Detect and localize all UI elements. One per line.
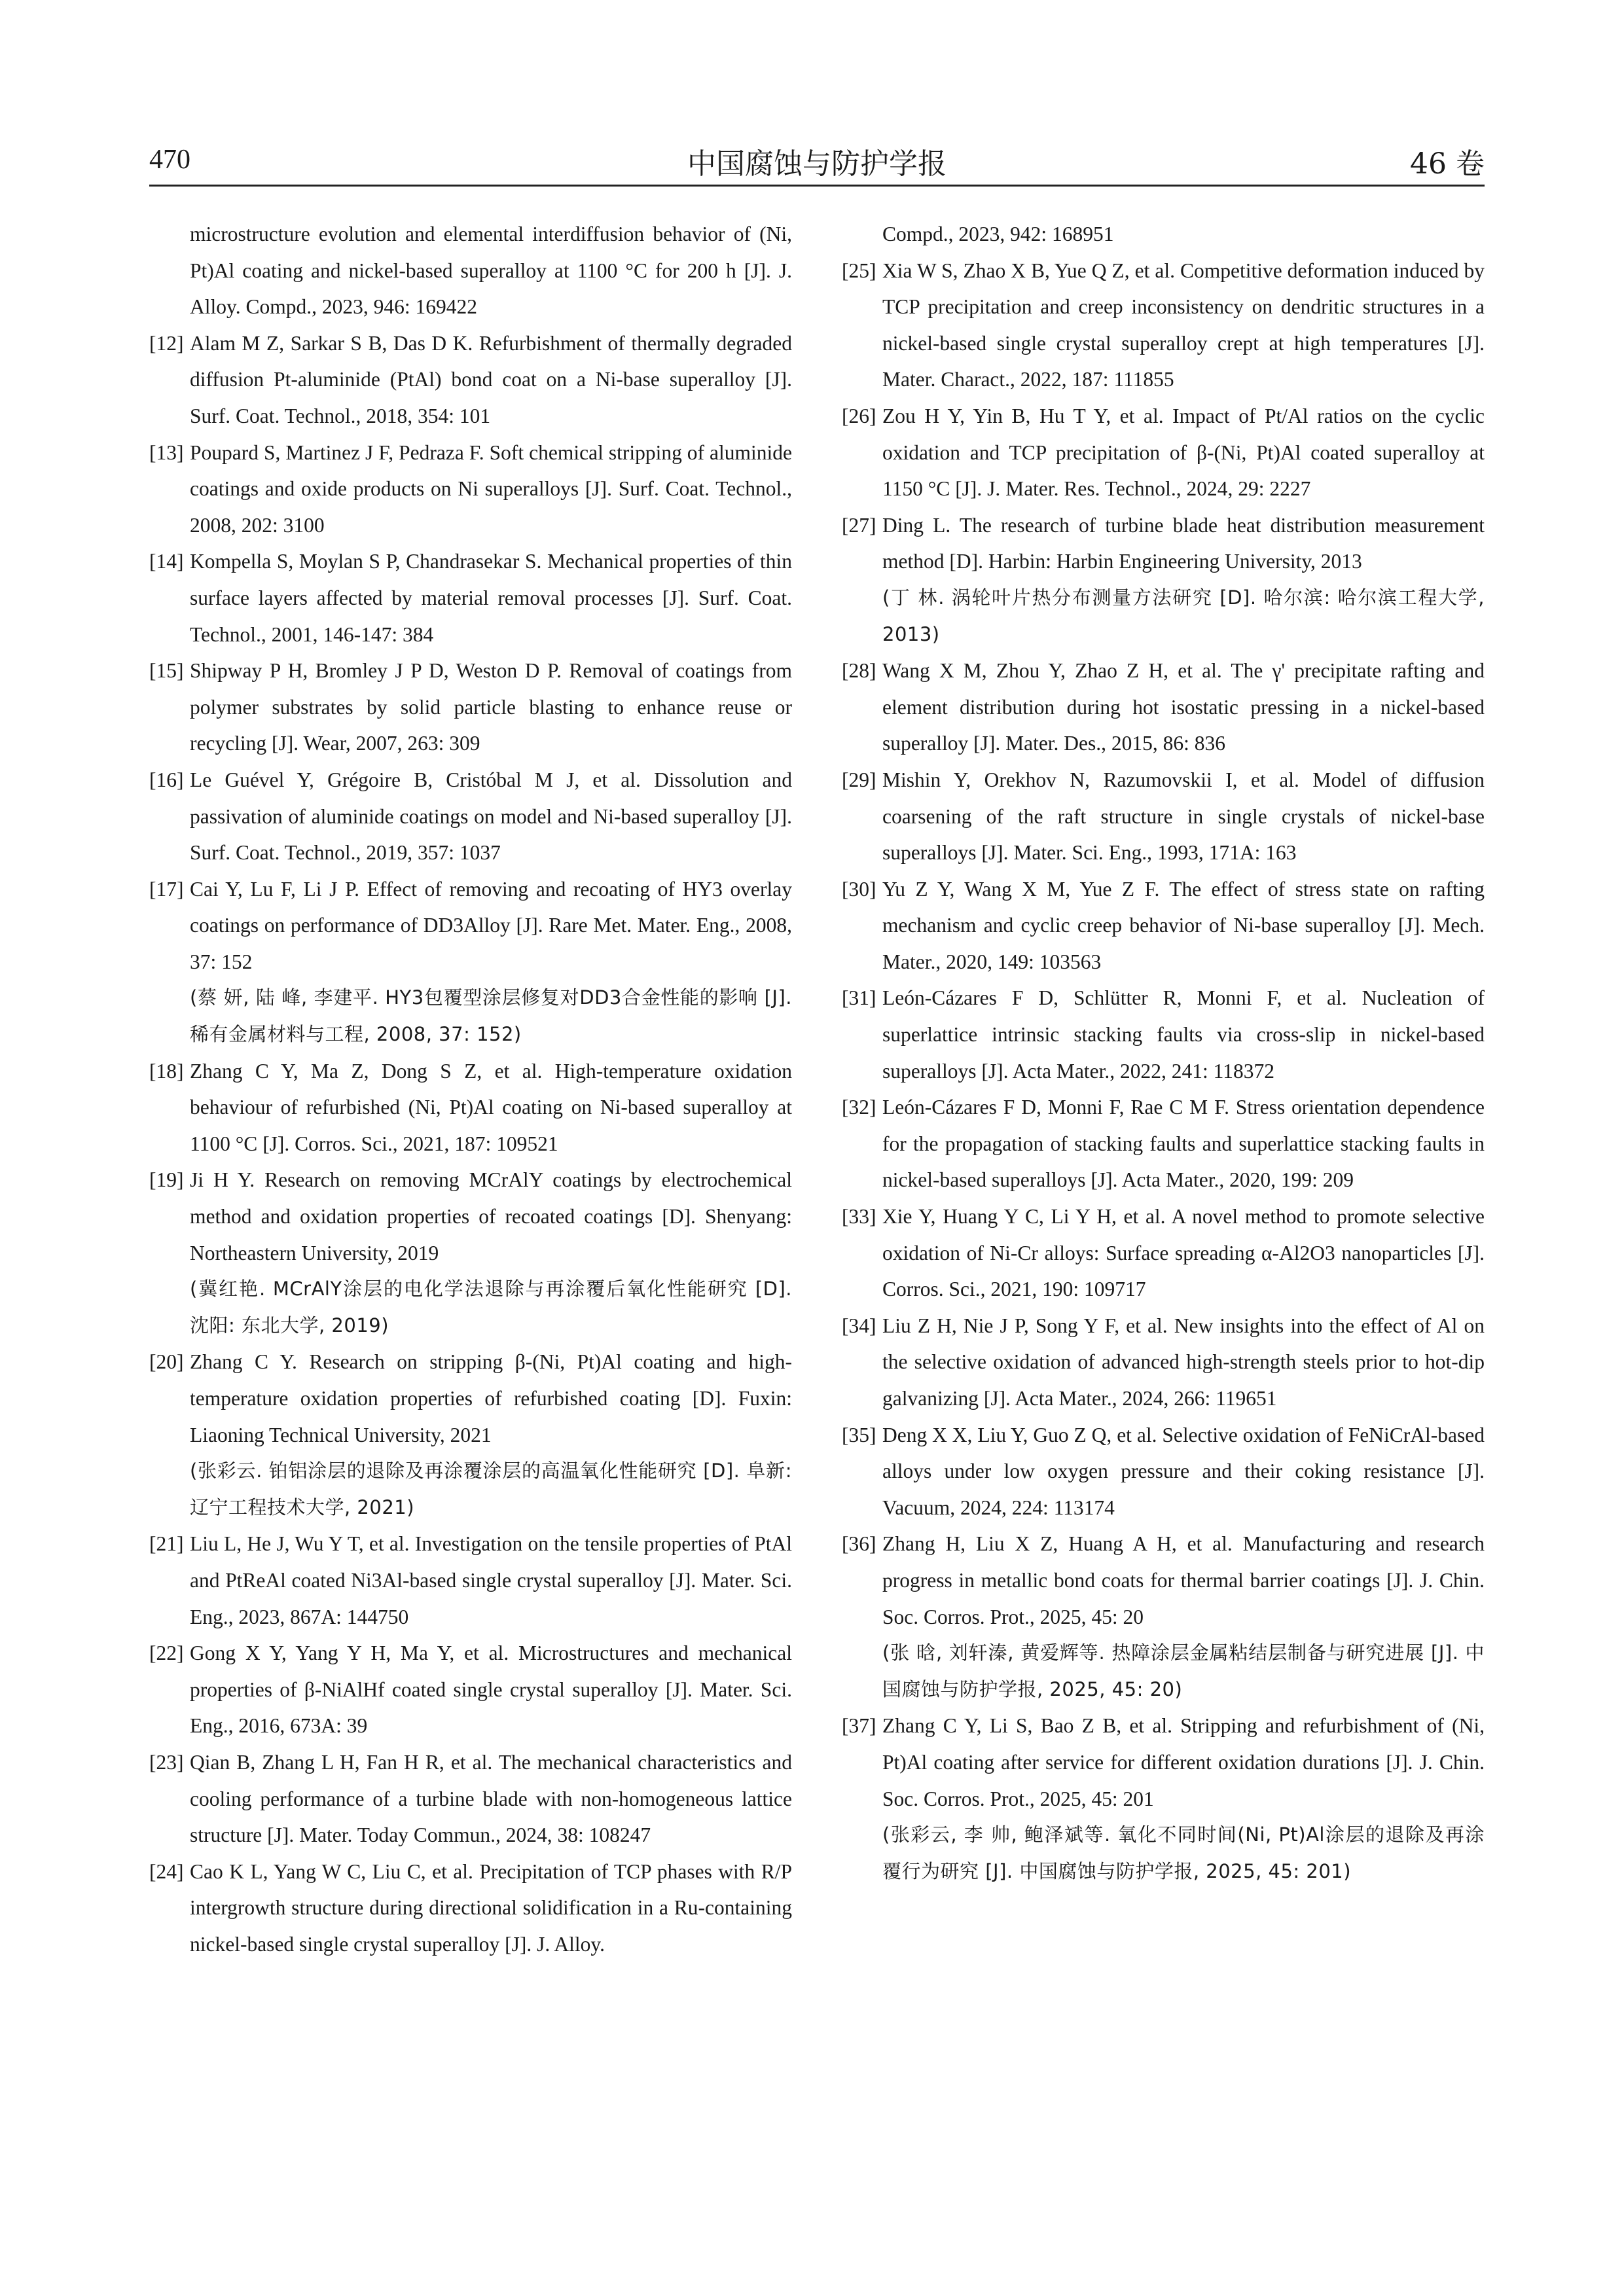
reference-text [882,871,1485,980]
reference-text [190,1744,792,1854]
reference-english: León-Cázares F D, Schlütter R, Monni F, et al. Nucleation of superlattice intrinsic stacking faults via cross-slip in nickel-based superalloys [J]. Acta Mater., 2022, 241: 118372 [882,986,1485,1083]
reference-english: Xie Y, Huang Y C, Li Y H, et al. A novel method to promote selective oxidation of Ni-Cr alloys: Surface spreading α-Al2O3 nanoparticles [J]. Corros. Sci., 2021, 190: 109717 [882,1205,1485,1301]
reference-english: Xia W S, Zhao X B, Yue Q Z, et al. Competitive deformation induced by TCP precipitation and creep inconsistency on dendritic structures in a nickel-based single crystal superalloy crept at high temperatures [J]. Mater. Charact., 2022, 187: 111855 [882,259,1485,391]
reference-entry [149,1344,792,1526]
reference-chinese: (丁 林. 涡轮叶片热分布测量方法研究 [D]. 哈尔滨: 哈尔滨工程大学, 2013) [882,586,1485,645]
reference-entry [842,762,1485,871]
reference-entry [149,1053,792,1162]
reference-entry [842,1417,1485,1526]
reference-english: Le Guével Y, Grégoire B, Cristóbal M J, et al. Dissolution and passivation of aluminide coatings on model and Ni-based superalloy [J]. Surf. Coat. Technol., 2019, 357: 1037 [190,768,792,865]
reference-number: [12] [149,331,184,355]
page-header [149,136,1485,186]
left-column [149,216,792,1963]
reference-entry [842,871,1485,980]
reference-text [882,1417,1485,1526]
reference-entry [149,653,792,762]
reference-number: [21] [149,1532,184,1556]
reference-text [190,543,792,653]
reference-english: Cai Y, Lu F, Li J P. Effect of removing and recoating of HY3 overlay coatings on performance of DD3Alloy [J]. Rare Met. Mater. Eng., 2008, 37: 152 [190,877,792,973]
reference-text [882,762,1485,871]
reference-english: Kompella S, Moylan S P, Chandrasekar S. Mechanical properties of thin surface layers affected by material removal processes [J]. Surf. Coat. Technol., 2001, 146-147: 384 [190,550,792,646]
reference-number: [27] [842,513,876,537]
reference-entry [842,1198,1485,1308]
reference-english: Zhang C Y. Research on stripping β-(Ni, Pt)Al coating and high-temperature oxidation properties of refurbished coating [D]. Fuxin: Liaoning Technical University, 2021 [190,1350,792,1446]
reference-english: Cao K L, Yang W C, Liu C, et al. Precipitation of TCP phases with R/P intergrowth structure during directional solidification in a Ru-containing nickel-based single crystal superalloy [J]. J. Alloy. [190,1859,792,1956]
page-number: 470 [149,145,190,175]
reference-text [190,1635,792,1744]
reference-text [882,507,1485,653]
reference-number: [29] [842,768,876,791]
reference-english: Zhang C Y, Ma Z, Dong S Z, et al. High-temperature oxidation behaviour of refurbished (Ni, Pt)Al coating on Ni-based superalloy at 1100 °C [J]. Corros. Sci., 2021, 187: 109521 [190,1059,792,1155]
reference-text [190,1854,792,1963]
reference-english: Poupard S, Martinez J F, Pedraza F. Soft chemical stripping of aluminide coatings and oxide products on Ni superalloys [J]. Surf. Coat. Technol., 2008, 202: 3100 [190,440,792,537]
reference-text [190,653,792,762]
reference-entry [149,543,792,653]
reference-number: [23] [149,1750,184,1774]
reference-english: Ding L. The research of turbine blade heat distribution measurement method [D]. Harbin: Harbin Engineering University, 2013 [882,513,1485,573]
reference-entry [149,762,792,871]
reference-text [190,1344,792,1526]
reference-number: [17] [149,877,184,901]
reference-number: [20] [149,1350,184,1374]
reference-text [190,1526,792,1635]
reference-english: Yu Z Y, Wang X M, Yue Z F. The effect of stress state on rafting mechanism and cyclic creep behavior of Ni-base superalloy [J]. Mech. Mater., 2020, 149: 103563 [882,877,1485,973]
reference-entry [842,253,1485,398]
reference-text [882,1089,1485,1198]
reference-entry [842,1708,1485,1890]
reference-text [882,980,1485,1089]
reference-entry [149,1635,792,1744]
reference-english: Zou H Y, Yin B, Hu T Y, et al. Impact of Pt/Al ratios on the cyclic oxidation and TCP precipitation of β-(Ni, Pt)Al coated superalloy at 1150 °C [J]. J. Mater. Res. Technol., 2024, 29: 2227 [882,404,1485,501]
reference-text [190,871,792,1053]
reference-number: [22] [149,1641,184,1665]
reference-chinese: (张 晗, 刘轩溱, 黄爱辉等. 热障涂层金属粘结层制备与研究进展 [J]. 中国腐蚀与防护学报, 2025, 45: 20) [882,1641,1485,1700]
reference-entry [149,325,792,435]
reference-english: León-Cázares F D, Monni F, Rae C M F. Stress orientation dependence for the propagation of stacking faults and superlattice stacking faults in nickel-based superalloys [J]. Acta Mater., 2020, 199: 209 [882,1096,1485,1192]
right-column [842,216,1485,1890]
reference-text [882,1708,1485,1890]
reference-english: Liu L, He J, Wu Y T, et al. Investigation on the tensile properties of PtAl and PtReAl coated Ni3Al-based single crystal superalloy [J]. Mater. Sci. Eng., 2023, 867A: 144750 [190,1532,792,1628]
reference-text [882,1526,1485,1708]
reference-chinese: (张彩云. 铂铝涂层的退除及再涂覆涂层的高温氧化性能研究 [D]. 阜新: 辽宁工程技术大学, 2021) [190,1460,792,1518]
reference-continuation: Compd., 2023, 942: 168951 [882,223,1114,245]
header-rule [149,185,1485,187]
reference-english: Qian B, Zhang L H, Fan H R, et al. The mechanical characteristics and cooling performance of a turbine blade with non-homogeneous lattice structure [J]. Mater. Today Commun., 2024, 38: 108247 [190,1750,792,1847]
reference-entry [842,1308,1485,1417]
reference-english: Zhang C Y, Li S, Bao Z B, et al. Stripping and refurbishment of (Ni, Pt)Al coating after service for different oxidation durations [J]. J. Chin. Soc. Corros. Prot., 2025, 45: 201 [882,1714,1485,1810]
reference-chinese: (张彩云, 李 帅, 鲍泽斌等. 氧化不同时间(Ni, Pt)Al涂层的退除及再涂覆行为研究 [J]. 中国腐蚀与防护学报, 2025, 45: 201) [882,1823,1485,1882]
reference-text [190,1162,792,1344]
reference-text [190,435,792,544]
reference-entry [149,871,792,1053]
reference-number: [19] [149,1168,184,1192]
reference-entry [842,1526,1485,1708]
reference-continuation: microstructure evolution and elemental interdiffusion behavior of (Ni, Pt)Al coating and nickel-based superalloy at 1100 °C for 200 h [J]. J. Alloy. Compd., 2023, 946: 169422 [190,223,792,319]
reference-number: [33] [842,1205,876,1229]
reference-chinese: (蔡 妍, 陆 峰, 李建平. HY3包覆型涂层修复对DD3合金性能的影响 [J]. 稀有金属材料与工程, 2008, 37: 152) [190,986,792,1046]
reference-number: [25] [842,259,876,282]
reference-entry [842,653,1485,762]
journal-title: 中国腐蚀与防护学报 [687,147,947,181]
reference-number: [24] [149,1859,184,1883]
reference-english: Zhang H, Liu X Z, Huang A H, et al. Manufacturing and research progress in metallic bond coats for thermal barrier coatings [J]. J. Chin. Soc. Corros. Prot., 2025, 45: 20 [882,1532,1485,1628]
reference-number: [15] [149,659,184,683]
reference-number: [16] [149,768,184,791]
reference-entry [149,1526,792,1635]
reference-number: [35] [842,1423,876,1446]
reference-text [882,253,1485,398]
reference-english: Gong X Y, Yang Y H, Ma Y, et al. Microstructures and mechanical properties of β-NiAlHf coated single crystal superalloy [J]. Mater. Sci. Eng., 2016, 673A: 39 [190,1641,792,1738]
reference-english: Shipway P H, Bromley J P D, Weston D P. Removal of coatings from polymer substrates by solid particle blasting to enhance reuse or recycling [J]. Wear, 2007, 263: 309 [190,659,792,755]
reference-number: [32] [842,1096,876,1119]
reference-english: Deng X X, Liu Y, Guo Z Q, et al. Selective oxidation of FeNiCrAl-based alloys under low oxygen pressure and their coking resistance [J]. Vacuum, 2024, 224: 113174 [882,1423,1485,1519]
reference-number: [18] [149,1059,184,1083]
reference-english: Liu Z H, Nie J P, Song Y F, et al. New insights into the effect of Al on the selective oxidation of advanced high-strength steels prior to hot-dip galvanizing [J]. Acta Mater., 2024, 266: 119651 [882,1314,1485,1410]
reference-entry [149,1162,792,1344]
reference-text [882,653,1485,762]
reference-text [882,398,1485,507]
reference-number: [31] [842,986,876,1010]
reference-chinese: (冀红艳. MCrAlY涂层的电化学法退除与再涂覆后氧化性能研究 [D]. 沈阳: 东北大学, 2019) [190,1278,792,1336]
reference-number: [36] [842,1532,876,1556]
volume-label: 46 卷 [1410,147,1485,181]
reference-number: [14] [149,550,184,573]
reference-list-left [149,325,792,1963]
reference-number: [30] [842,877,876,901]
reference-text [882,1308,1485,1417]
reference-entry [842,1089,1485,1198]
reference-number: [13] [149,440,184,464]
reference-english: Mishin Y, Orekhov N, Razumovskii I, et al. Model of diffusion coarsening of the raft structure in single crystals of nickel-base superalloys [J]. Mater. Sci. Eng., 1993, 171A: 163 [882,768,1485,865]
reference-number: [26] [842,404,876,427]
reference-entry [149,1854,792,1963]
reference-english: Ji H Y. Research on removing MCrAlY coatings by electrochemical method and oxidation properties of recoated coatings [D]. Shenyang: Northeastern University, 2019 [190,1168,792,1265]
reference-text [882,1198,1485,1308]
reference-entry [842,507,1485,653]
reference-text [190,1053,792,1162]
reference-number: [34] [842,1314,876,1337]
reference-entry [842,398,1485,507]
reference-number: [28] [842,659,876,683]
reference-entry [149,1744,792,1854]
reference-number: [37] [842,1714,876,1738]
reference-text [190,325,792,435]
reference-english: Alam M Z, Sarkar S B, Das D K. Refurbishment of thermally degraded diffusion Pt-aluminide (PtAl) bond coat on a Ni-base superalloy [J]. Surf. Coat. Technol., 2018, 354: 101 [190,331,792,427]
reference-entry [842,980,1485,1089]
reference-entry [149,435,792,544]
reference-text [190,762,792,871]
reference-list-right [842,253,1485,1890]
reference-english: Wang X M, Zhou Y, Zhao Z H, et al. The γ' precipitate rafting and element distribution during hot isostatic pressing in a nickel-based superalloy [J]. Mater. Des., 2015, 86: 836 [882,659,1485,755]
